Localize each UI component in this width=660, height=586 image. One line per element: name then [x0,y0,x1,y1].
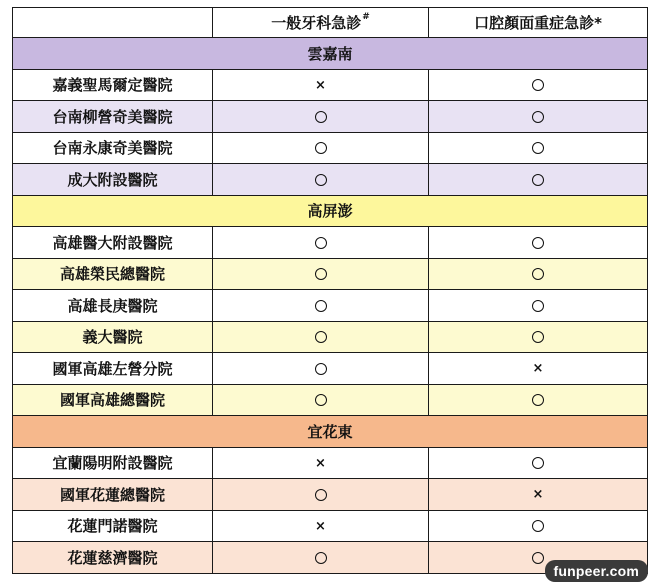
table-row [13,321,648,353]
oral-facial-status [429,132,648,164]
hospital-name: 花蓮慈濟醫院 [13,542,213,574]
table-row [13,258,648,290]
general-dental-status [213,164,429,196]
hospital-name: 成大附設醫院 [13,164,213,196]
available-circle-icon [315,111,327,123]
available-circle-icon [532,331,544,343]
available-circle-icon [532,552,544,564]
table-row [13,164,648,196]
watermark-logo: funpeer.com [545,560,648,582]
general-dental-status [213,510,429,542]
general-dental-status [213,542,429,574]
available-circle-icon [532,457,544,469]
available-circle-icon [532,237,544,249]
general-dental-status [213,227,429,259]
oral-facial-status [429,258,648,290]
hospital-name: 花蓮門諾醫院 [13,510,213,542]
general-dental-status [213,101,429,133]
available-circle-icon [315,552,327,564]
available-circle-icon [315,174,327,186]
general-dental-status [213,69,429,101]
available-circle-icon [532,174,544,186]
region-header-row [13,416,648,448]
header-blank-cell [13,8,213,38]
available-circle-icon [315,268,327,280]
oral-facial-status [429,164,648,196]
hospital-name: 義大醫院 [13,321,213,353]
hospital-name: 國軍高雄總醫院 [13,384,213,416]
hospital-name: 高雄榮民總醫院 [13,258,213,290]
hospital-name: 宜蘭陽明附設醫院 [13,447,213,479]
unavailable-cross-icon: × [532,487,544,503]
header-general-dental-label: 一般牙科急診 [271,14,362,32]
available-circle-icon [315,331,327,343]
available-circle-icon [315,237,327,249]
general-dental-status [213,353,429,385]
available-circle-icon [532,142,544,154]
available-circle-icon [532,300,544,312]
oral-facial-status [429,479,648,511]
available-circle-icon [315,300,327,312]
region-name: 高屏澎 [13,195,648,227]
table-row [13,353,648,385]
region-name: 宜花東 [13,416,648,448]
table-body [13,38,648,574]
region-name: 雲嘉南 [13,38,648,70]
hospital-name: 台南柳營奇美醫院 [13,101,213,133]
oral-facial-status [429,321,648,353]
available-circle-icon [532,79,544,91]
general-dental-status [213,290,429,322]
emergency-dental-table [12,7,648,574]
header-general-dental [213,8,429,38]
table-row [13,447,648,479]
available-circle-icon [315,142,327,154]
footnote-mark: # [362,12,370,22]
header-oral-facial-label: 口腔顏面重症急診* [474,14,602,32]
region-header-row [13,38,648,70]
unavailable-cross-icon: × [315,455,326,471]
available-circle-icon [532,520,544,532]
header-oral-facial-critical [429,8,648,38]
table-row [13,101,648,133]
general-dental-status [213,321,429,353]
oral-facial-status [429,384,648,416]
general-dental-status [213,479,429,511]
unavailable-cross-icon: × [532,361,544,377]
available-circle-icon [532,268,544,280]
hospital-name: 台南永康奇美醫院 [13,132,213,164]
table-row [13,290,648,322]
hospital-name: 國軍高雄左營分院 [13,353,213,385]
available-circle-icon [315,363,327,375]
oral-facial-status [429,510,648,542]
table-row [13,479,648,511]
general-dental-status [213,258,429,290]
table-row [13,227,648,259]
oral-facial-status [429,227,648,259]
available-circle-icon [315,394,327,406]
table-row [13,510,648,542]
table-row [13,132,648,164]
oral-facial-status [429,69,648,101]
hospital-name: 高雄長庚醫院 [13,290,213,322]
general-dental-status [213,384,429,416]
general-dental-status [213,132,429,164]
hospital-name: 國軍花蓮總醫院 [13,479,213,511]
oral-facial-status [429,101,648,133]
oral-facial-status [429,290,648,322]
hospital-name: 嘉義聖馬爾定醫院 [13,69,213,101]
unavailable-cross-icon: × [315,77,326,93]
oral-facial-status [429,353,648,385]
available-circle-icon [532,111,544,123]
general-dental-status [213,447,429,479]
table-row [13,69,648,101]
table-row [13,384,648,416]
unavailable-cross-icon: × [315,518,326,534]
oral-facial-status [429,447,648,479]
table-header-row [13,8,648,38]
region-header-row [13,195,648,227]
available-circle-icon [315,489,327,501]
hospital-name: 高雄醫大附設醫院 [13,227,213,259]
available-circle-icon [532,394,544,406]
